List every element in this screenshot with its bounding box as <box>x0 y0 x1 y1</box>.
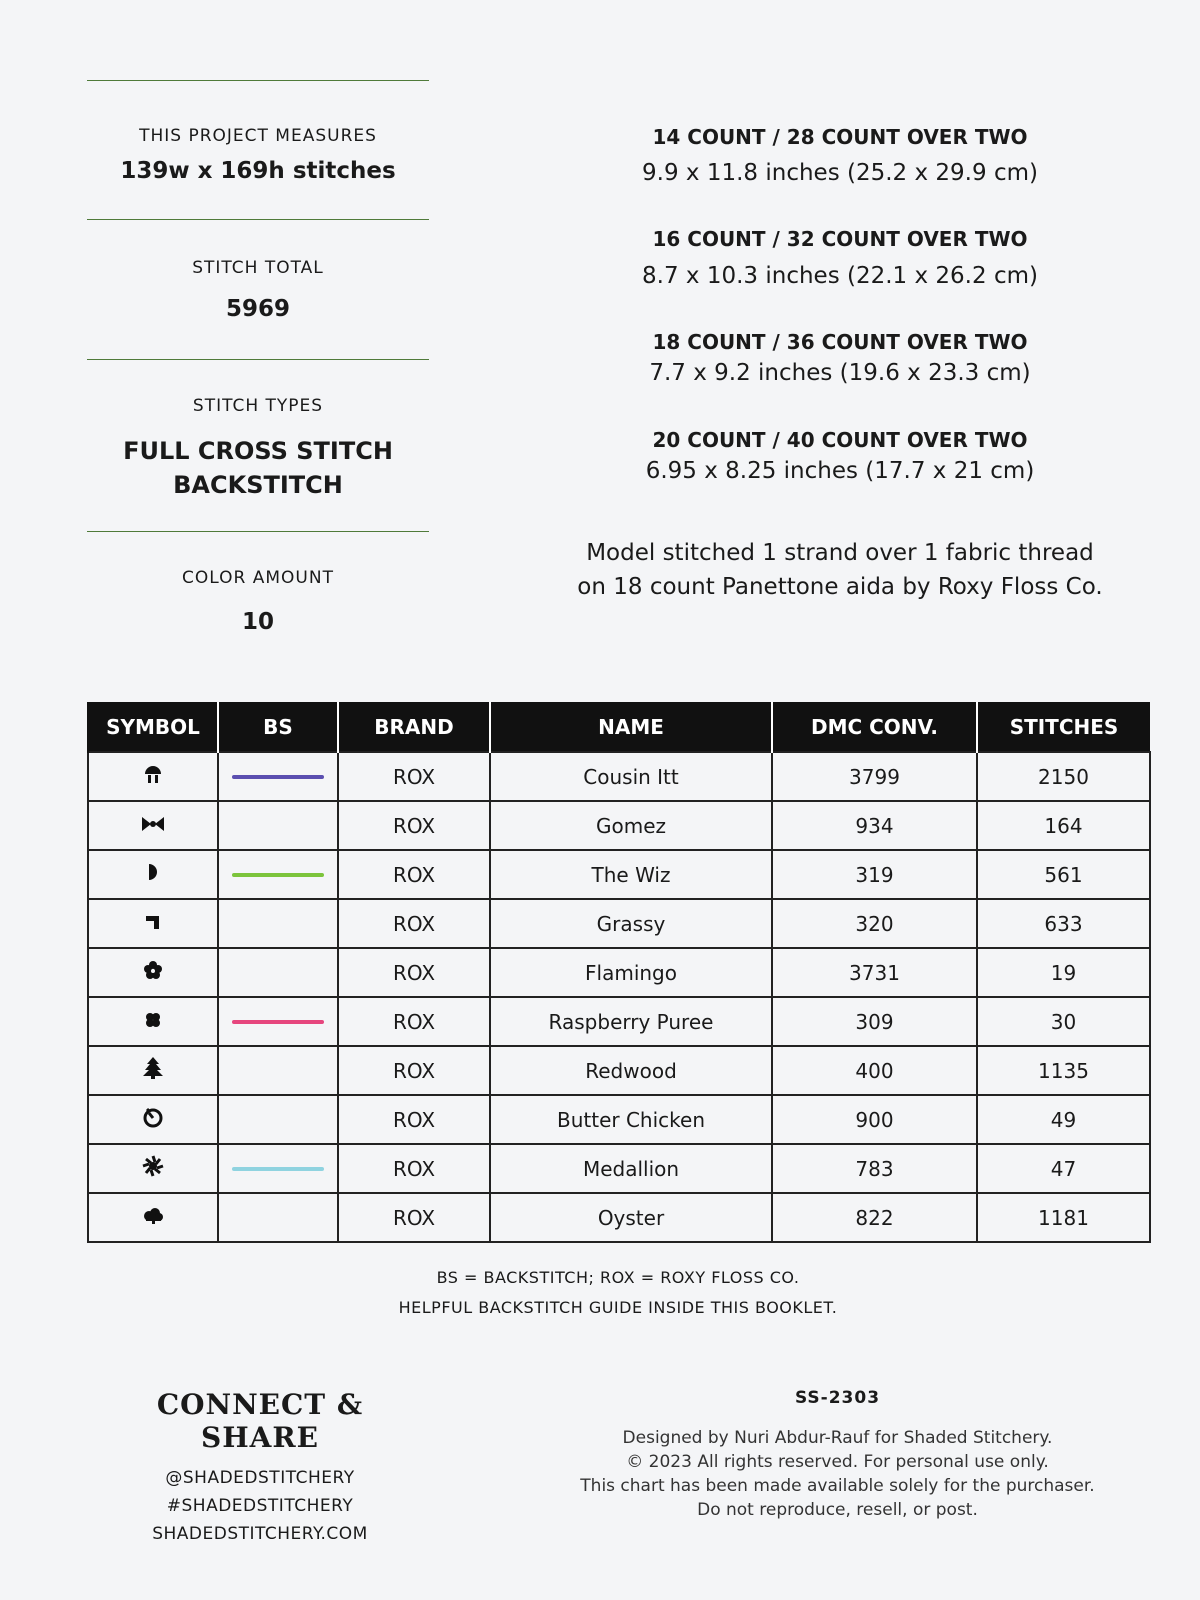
dmc-cell: 3731 <box>772 948 977 997</box>
brand-cell: ROX <box>338 801 490 850</box>
fabric-count-heading: 16 COUNT / 32 COUNT OVER TWO <box>652 227 1028 251</box>
table-row <box>88 1144 1150 1193</box>
symbol-cell <box>88 1046 218 1095</box>
name-cell: Flamingo <box>490 948 772 997</box>
flower-symbol-icon <box>142 959 164 986</box>
tree-symbol-icon <box>142 1056 164 1085</box>
fabric-count-heading: 18 COUNT / 36 COUNT OVER TWO <box>652 330 1028 354</box>
symbol-cell <box>88 948 218 997</box>
header-bs: BS <box>218 702 338 752</box>
notch-square-symbol-icon <box>144 912 162 936</box>
symbol-cell <box>88 801 218 850</box>
symbol-cell <box>88 997 218 1046</box>
fabric-count-size: 7.7 x 9.2 inches (19.6 x 23.3 cm) <box>649 360 1031 386</box>
name-cell: Butter Chicken <box>490 1095 772 1144</box>
header-brand: BRAND <box>338 702 490 752</box>
bs-cell <box>218 948 338 997</box>
dmc-cell: 400 <box>772 1046 977 1095</box>
credit-line: This chart has been made available solely for the purchaser. <box>580 1476 1095 1496</box>
model-note <box>560 536 1120 604</box>
stitches-cell: 2150 <box>977 752 1150 801</box>
table-row <box>88 997 1150 1046</box>
divider <box>87 531 429 532</box>
fabric-count-size: 9.9 x 11.8 inches (25.2 x 29.9 cm) <box>642 160 1038 186</box>
stitches-cell: 633 <box>977 899 1150 948</box>
divider <box>87 359 429 360</box>
name-cell: The Wiz <box>490 850 772 899</box>
brand-cell: ROX <box>338 1144 490 1193</box>
bs-cell <box>218 1095 338 1144</box>
header-symbol: SYMBOL <box>88 702 218 752</box>
dmc-cell: 822 <box>772 1193 977 1242</box>
stitches-cell: 1181 <box>977 1193 1150 1242</box>
name-cell: Gomez <box>490 801 772 850</box>
fabric-count-size: 6.95 x 8.25 inches (17.7 x 21 cm) <box>645 458 1035 484</box>
symbol-cell <box>88 1144 218 1193</box>
name-cell: Redwood <box>490 1046 772 1095</box>
cloud-symbol-icon <box>141 1206 165 1230</box>
symbol-cell <box>88 899 218 948</box>
name-cell: Grassy <box>490 899 772 948</box>
symbol-cell <box>88 1193 218 1242</box>
name-cell: Cousin Itt <box>490 752 772 801</box>
credit-line: Designed by Nuri Abdur-Rauf for Shaded Stitchery. <box>622 1428 1053 1448</box>
table-row <box>88 850 1150 899</box>
dmc-cell: 309 <box>772 997 977 1046</box>
hashtag: #SHADEDSTITCHERY <box>166 1496 354 1516</box>
color-amount-label: COLOR AMOUNT <box>182 568 334 588</box>
header-dmc: DMC CONV. <box>772 702 977 752</box>
brand-cell: ROX <box>338 1095 490 1144</box>
divider <box>87 80 429 81</box>
brand-cell: ROX <box>338 997 490 1046</box>
brand-cell: ROX <box>338 948 490 997</box>
measures-label: THIS PROJECT MEASURES <box>139 126 377 146</box>
bs-cell <box>218 752 338 801</box>
backstitch-swatch <box>232 1167 324 1171</box>
table-row <box>88 752 1150 801</box>
table-row <box>88 1046 1150 1095</box>
credit-line: © 2023 All rights reserved. For personal use only. <box>626 1452 1049 1472</box>
table-row <box>88 948 1150 997</box>
fabric-count-size: 8.7 x 10.3 inches (22.1 x 26.2 cm) <box>642 263 1038 289</box>
stitch-types-value <box>87 434 429 502</box>
stitches-cell: 47 <box>977 1144 1150 1193</box>
timer-symbol-icon <box>142 1106 164 1133</box>
bs-cell <box>218 1193 338 1242</box>
connect-block <box>100 1388 420 1544</box>
name-cell: Medallion <box>490 1144 772 1193</box>
stitches-cell: 49 <box>977 1095 1150 1144</box>
name-cell: Raspberry Puree <box>490 997 772 1046</box>
backstitch-swatch <box>232 873 324 877</box>
pattern-code: SS-2303 <box>794 1388 881 1408</box>
table-row <box>88 1193 1150 1242</box>
model-note-line: Model stitched 1 strand over 1 fabric thread <box>586 540 1094 566</box>
bs-cell <box>218 1046 338 1095</box>
bs-cell <box>218 850 338 899</box>
header-stitches: STITCHES <box>977 702 1150 752</box>
table-row <box>88 1095 1150 1144</box>
clover-symbol-icon <box>144 1010 162 1034</box>
bs-cell <box>218 1144 338 1193</box>
table-row <box>88 801 1150 850</box>
name-cell: Oyster <box>490 1193 772 1242</box>
instagram-handle: @SHADEDSTITCHERY <box>165 1468 355 1488</box>
credits-block <box>545 1388 1130 1522</box>
measures-value: 139w x 169h stitches <box>120 158 396 184</box>
brand-cell: ROX <box>338 752 490 801</box>
mushroom-symbol-icon <box>142 763 164 790</box>
floss-key-table <box>87 702 1151 1243</box>
stitch-type-item: BACKSTITCH <box>173 471 343 499</box>
stitch-total-label: STITCH TOTAL <box>192 258 324 278</box>
symbol-cell <box>88 752 218 801</box>
dmc-cell: 783 <box>772 1144 977 1193</box>
stitch-total-value: 5969 <box>225 296 290 322</box>
color-amount-value: 10 <box>241 609 274 635</box>
stitches-cell: 30 <box>977 997 1150 1046</box>
stitch-types-label: STITCH TYPES <box>192 396 324 416</box>
brand-cell: ROX <box>338 850 490 899</box>
backstitch-swatch <box>232 775 324 779</box>
brand-cell: ROX <box>338 899 490 948</box>
bs-cell <box>218 997 338 1046</box>
dmc-cell: 320 <box>772 899 977 948</box>
brand-cell: ROX <box>338 1046 490 1095</box>
bs-cell <box>218 801 338 850</box>
dmc-cell: 319 <box>772 850 977 899</box>
guide-note: HELPFUL BACKSTITCH GUIDE INSIDE THIS BOOKLET. <box>398 1298 838 1317</box>
dmc-cell: 900 <box>772 1095 977 1144</box>
dmc-cell: 3799 <box>772 752 977 801</box>
bs-cell <box>218 899 338 948</box>
divider <box>87 219 429 220</box>
model-note-line: on 18 count Panettone aida by Roxy Floss Co. <box>577 574 1103 600</box>
fabric-count-heading: 14 COUNT / 28 COUNT OVER TWO <box>652 125 1028 149</box>
backstitch-swatch <box>232 1020 324 1024</box>
table-row <box>88 899 1150 948</box>
bowtie-symbol-icon <box>141 814 165 838</box>
symbol-cell <box>88 1095 218 1144</box>
brand-cell: ROX <box>338 1193 490 1242</box>
stitches-cell: 561 <box>977 850 1150 899</box>
half-moon-symbol-icon <box>144 862 162 887</box>
stitches-cell: 164 <box>977 801 1150 850</box>
credit-line: Do not reproduce, resell, or post. <box>697 1500 978 1520</box>
table-header-row <box>88 702 1150 752</box>
website: SHADEDSTITCHERY.COM <box>152 1524 368 1544</box>
stitches-cell: 19 <box>977 948 1150 997</box>
header-name: NAME <box>490 702 772 752</box>
symbol-cell <box>88 850 218 899</box>
stitch-type-item: FULL CROSS STITCH <box>123 437 393 465</box>
legend-note: BS = BACKSTITCH; ROX = ROXY FLOSS CO. <box>436 1268 800 1287</box>
stitches-cell: 1135 <box>977 1046 1150 1095</box>
fabric-count-heading: 20 COUNT / 40 COUNT OVER TWO <box>652 428 1028 452</box>
dmc-cell: 934 <box>772 801 977 850</box>
spiral-sun-symbol-icon <box>142 1155 164 1182</box>
connect-title: CONNECT & SHARE <box>156 1388 364 1454</box>
